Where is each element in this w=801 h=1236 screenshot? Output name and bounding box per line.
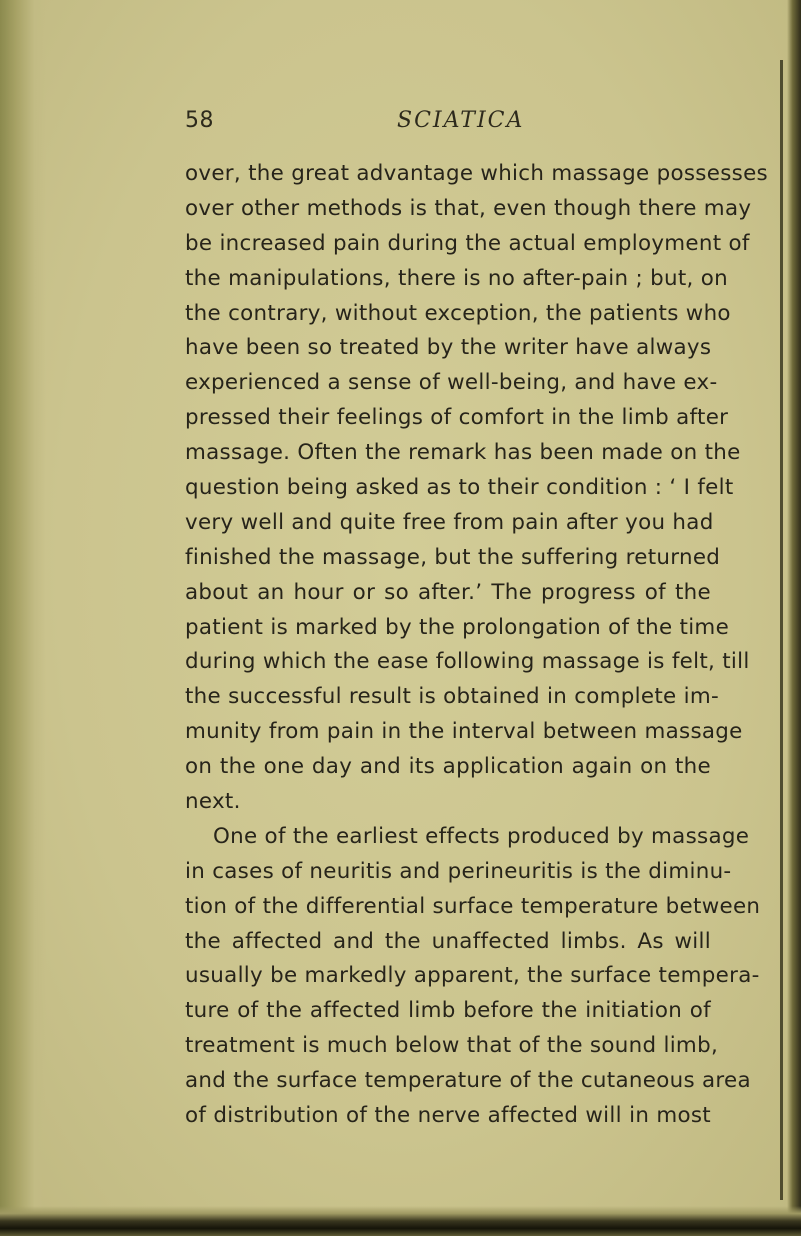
text-line: finished the massage, but the suffering returned	[185, 544, 721, 570]
text-line: during which the ease following massage is felt, till	[185, 649, 750, 675]
text-line: question being asked as to their condition : ‘ I felt	[185, 475, 734, 501]
running-title: SCIATICA	[397, 108, 525, 133]
text-line: patient is marked by the prolongation of the time	[185, 614, 730, 640]
page-edge-right	[787, 0, 801, 1236]
text-line: about an hour or so after.’ The progress of the	[185, 579, 711, 605]
text-line: pressed their feelings of comfort in the limb after	[185, 405, 729, 431]
text-line: be increased pain during the actual employment of	[185, 230, 750, 256]
text-line: munity from pain in the interval between massage	[185, 719, 743, 745]
text-line: the affected and the unaffected limbs. As will	[185, 928, 711, 954]
text-line: next.	[185, 789, 241, 815]
body-text	[185, 157, 769, 1134]
text-line: over other methods is that, even though there may	[185, 195, 752, 221]
text-line: usually be markedly apparent, the surface tempera-	[185, 963, 760, 989]
binding-gutter-shadow	[0, 0, 46, 1236]
text-line: in cases of neuritis and perineuritis is the diminu-	[185, 858, 732, 884]
text-line: the successful result is obtained in complete im-	[185, 684, 720, 710]
text-line: treatment is much below that of the sound limb,	[185, 1033, 719, 1059]
text-line: on the one day and its application again on the	[185, 754, 711, 780]
text-line: the manipulations, there is no after-pain ; but, on	[185, 265, 728, 291]
page-header	[185, 108, 715, 142]
text-line: over, the great advantage which massage possesses	[185, 161, 769, 186]
text-line: very well and quite free from pain after you had	[185, 509, 714, 535]
text-line: the contrary, without exception, the patients who	[185, 300, 731, 326]
page-edge-line	[780, 60, 783, 1200]
text-line: experienced a sense of well-being, and have ex-	[185, 370, 718, 396]
text-line: tion of the differential surface temperature between	[185, 893, 761, 919]
text-line: One of the earliest effects produced by massage	[213, 823, 750, 849]
text-line: ture of the affected limb before the initiation of	[185, 998, 711, 1024]
text-line: and the surface temperature of the cutaneous area	[185, 1068, 751, 1094]
text-line: of distribution of the nerve affected will in most	[185, 1103, 711, 1129]
page-number: 58	[185, 108, 214, 133]
text-line: massage. Often the remark has been made on the	[185, 440, 741, 466]
page-edge-bottom	[0, 1206, 801, 1236]
text-line: have been so treated by the writer have always	[185, 335, 712, 361]
